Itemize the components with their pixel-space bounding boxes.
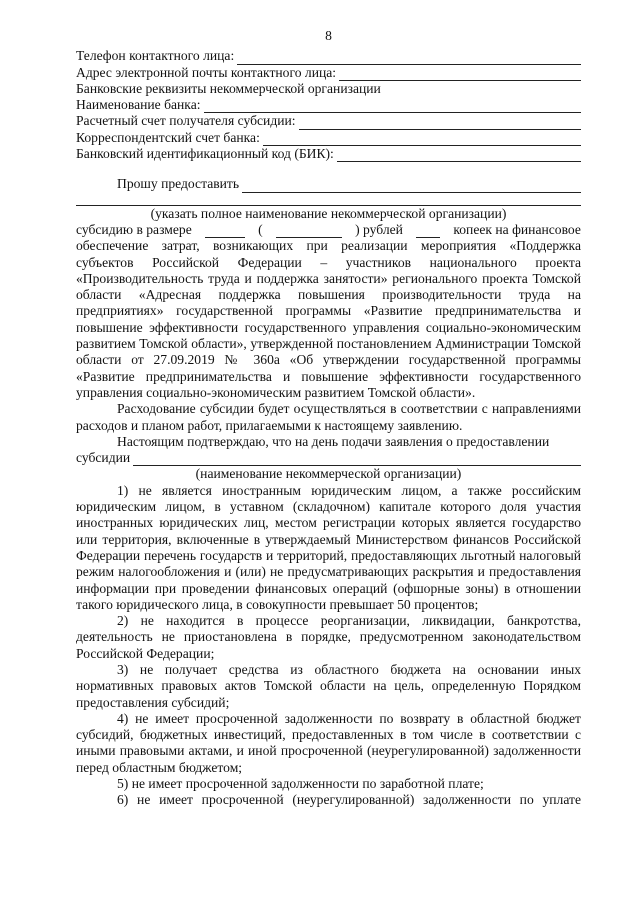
amount-words-blank bbox=[276, 225, 342, 238]
confirm-org-field bbox=[76, 450, 581, 466]
request-blank bbox=[242, 180, 581, 193]
condition-item-1: 1) не является иностранным юридическим лицом, а также российским юридическим лицом, в уставном (складочном) капитале которого доля участия иностранных юридических лиц, местом регистрации которых является государство или территория, включенные в утверждаемый Министерством финансов Российской Федерации перечень государств и территорий, предоставляющих льготный налоговый режим налогообложения и (или) не предусматривающих раскрытия и предоставления информации при проведении финансовых операций (офшорные зоны) в отношении такого юридического лица, в совокупности превышает 50 процентов; bbox=[76, 482, 581, 612]
bank-name-blank bbox=[204, 100, 581, 113]
request-label: Прошу предоставить bbox=[117, 176, 240, 192]
bank-details-heading: Банковские реквизиты некоммерческой организации bbox=[76, 80, 381, 96]
org-name-note: (указать полное наименование некоммерческой организации) bbox=[150, 205, 507, 221]
subsidy-text-b: ( bbox=[258, 221, 263, 237]
condition-item-6: 6) не имеет просроченной (неурегулированной) задолженности по уплате bbox=[117, 792, 581, 808]
confirm-subsidy-label: субсидии bbox=[76, 450, 131, 466]
corr-account-blank bbox=[263, 133, 581, 146]
phone-label: Телефон контактного лица: bbox=[76, 48, 235, 64]
condition-item-2: 2) не находится в процессе реорганизации, ликвидации, банкротства, деятельность не приостановлена в порядке, предусмотренном законодательством Российской Федерации; bbox=[76, 613, 581, 661]
confirm-paragraph: Настоящим подтверждаю, что на день подачи заявления о предоставлении bbox=[117, 433, 550, 449]
spending-paragraph: Расходование субсидии будет осуществляться в соответствии с направлениями расходов и планом работ, прилагаемыми к настоящему заявлению. bbox=[76, 401, 581, 433]
bik-field bbox=[76, 146, 581, 162]
condition-item-5: 5) не имеет просроченной задолженности по заработной плате; bbox=[117, 776, 484, 792]
confirm-org-blank bbox=[133, 453, 581, 466]
account-blank bbox=[299, 117, 581, 130]
page-number: 8 bbox=[325, 28, 332, 43]
condition-item-4: 4) не имеет просроченной задолженности по возврату в областной бюджет субсидий, бюджетных инвестиций, предоставленных в том числе в соответствии с иными правовыми актами, и иной просроченной (неурегулированной) задолженности перед областным бюджетом; bbox=[76, 710, 581, 775]
email-blank bbox=[339, 68, 581, 81]
subsidy-text-a: субсидию в размере bbox=[76, 221, 192, 237]
bank-name-field bbox=[76, 97, 581, 113]
condition-item-3: 3) не получает средства из областного бюджета на основании иных нормативных правовых актов Томской области на цель, определенную Порядком предоставления субсидий; bbox=[76, 661, 581, 710]
subsidy-amount-line bbox=[76, 222, 581, 238]
corr-account-label: Корреспондентский счет банка: bbox=[76, 129, 260, 145]
subsidy-purpose: обеспечение затрат, возникающих при реализации мероприятия «Поддержка субъектов Российской Федерации – участников национального проекта «Производительность труда и поддержка занятости» регионального проекта Томской области «Адресная поддержка повышения производительности труда на предприятиях» государственной программы «Развитие предпринимательства и повышение эффективности государственного управления социально-экономическим развитием Томской области», утвержденной постановлением Администрации Томской области от 27.09.2019 № 360а «Об утверждении государственной программы «Развитие предпринимательства и повышение эффективности государственного управления социально-экономическим развитием Томской области». bbox=[76, 238, 581, 400]
email-field bbox=[76, 65, 581, 81]
account-field bbox=[76, 113, 581, 129]
amount-blank bbox=[205, 225, 245, 238]
org-name-note-2: (наименование некоммерческой организации) bbox=[195, 466, 462, 482]
org-name-blank bbox=[76, 193, 581, 206]
email-label: Адрес электронной почты контактного лица: bbox=[76, 64, 337, 80]
kopecks-blank bbox=[416, 225, 440, 238]
account-label: Расчетный счет получателя субсидии: bbox=[76, 113, 296, 129]
bik-label: Банковский идентификационный код (БИК): bbox=[76, 146, 334, 162]
phone-field bbox=[76, 48, 581, 64]
bank-name-label: Наименование банка: bbox=[76, 97, 201, 113]
phone-blank bbox=[237, 52, 581, 65]
subsidy-text-d: копеек на финансовое bbox=[453, 221, 581, 237]
request-field bbox=[76, 176, 581, 192]
corr-account-field bbox=[76, 130, 581, 146]
document-page bbox=[76, 28, 581, 809]
bik-blank bbox=[337, 149, 581, 162]
subsidy-text-c: ) рублей bbox=[355, 221, 403, 237]
